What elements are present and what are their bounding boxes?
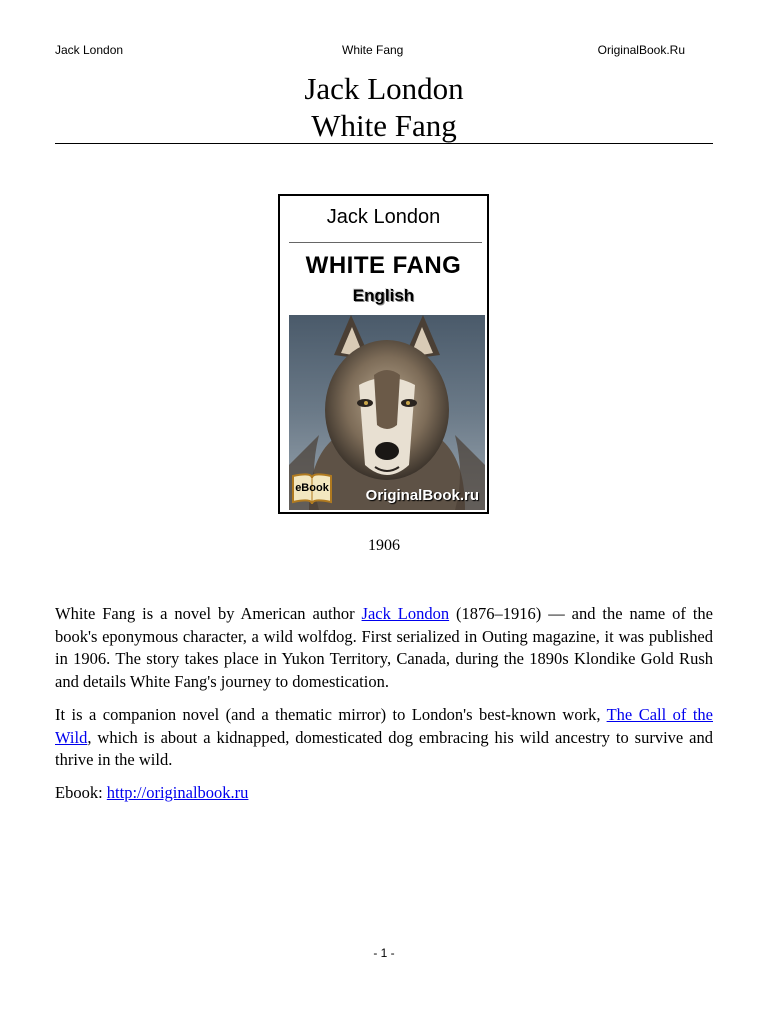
title-book: White Fang <box>311 108 457 143</box>
cover-site: OriginalBook.ru <box>365 487 479 504</box>
header-book-title: White Fang <box>342 43 404 57</box>
jack-london-link[interactable]: Jack London <box>361 604 450 623</box>
paragraph-1-text-a: White Fang is a novel by American author <box>55 604 362 623</box>
paragraph-2-text-b: , which is about a kidnapped, domesticated dog embracing his wild ancestry to survive and thrive in the wild. <box>55 727 713 770</box>
header-author: Jack London <box>55 43 124 57</box>
cover-divider <box>289 242 482 243</box>
ebook-line <box>55 782 713 805</box>
ebook-badge-label: eBook <box>295 482 329 494</box>
cover-language: English <box>352 286 415 305</box>
book-cover <box>278 194 489 514</box>
cover-author: Jack London <box>326 206 441 228</box>
call-of-the-wild-link[interactable]: The Call of the Wild <box>55 704 713 747</box>
title-author: Jack London <box>304 71 464 106</box>
ebook-badge <box>291 472 333 506</box>
title-divider <box>55 143 713 144</box>
paragraph-1-text-b: (1876–1916) — and the name of the book's eponymous character, a wild wolfdog. First serialized in Outing magazine, it was published in 1906. The story takes place in Yukon Territory, Canada, during the 1890s Klondike Gold Rush and details White Fang's journey to domestication. <box>55 604 713 692</box>
originalbook-link[interactable]: http://originalbook.ru <box>106 782 249 802</box>
document-title <box>55 70 713 144</box>
paragraph-2 <box>55 704 713 772</box>
header-site: OriginalBook.Ru <box>597 43 685 57</box>
page-number: - 1 - <box>373 946 395 960</box>
paragraph-2-text-a: It is a companion novel (and a thematic mirror) to London's best-known work, <box>55 704 607 724</box>
wolf-image <box>289 315 485 510</box>
description <box>55 603 713 815</box>
publication-year: 1906 <box>368 537 400 554</box>
ebook-label: Ebook: <box>55 782 107 802</box>
cover-title: WHITE FANG <box>305 252 462 279</box>
paragraph-1 <box>55 603 713 694</box>
